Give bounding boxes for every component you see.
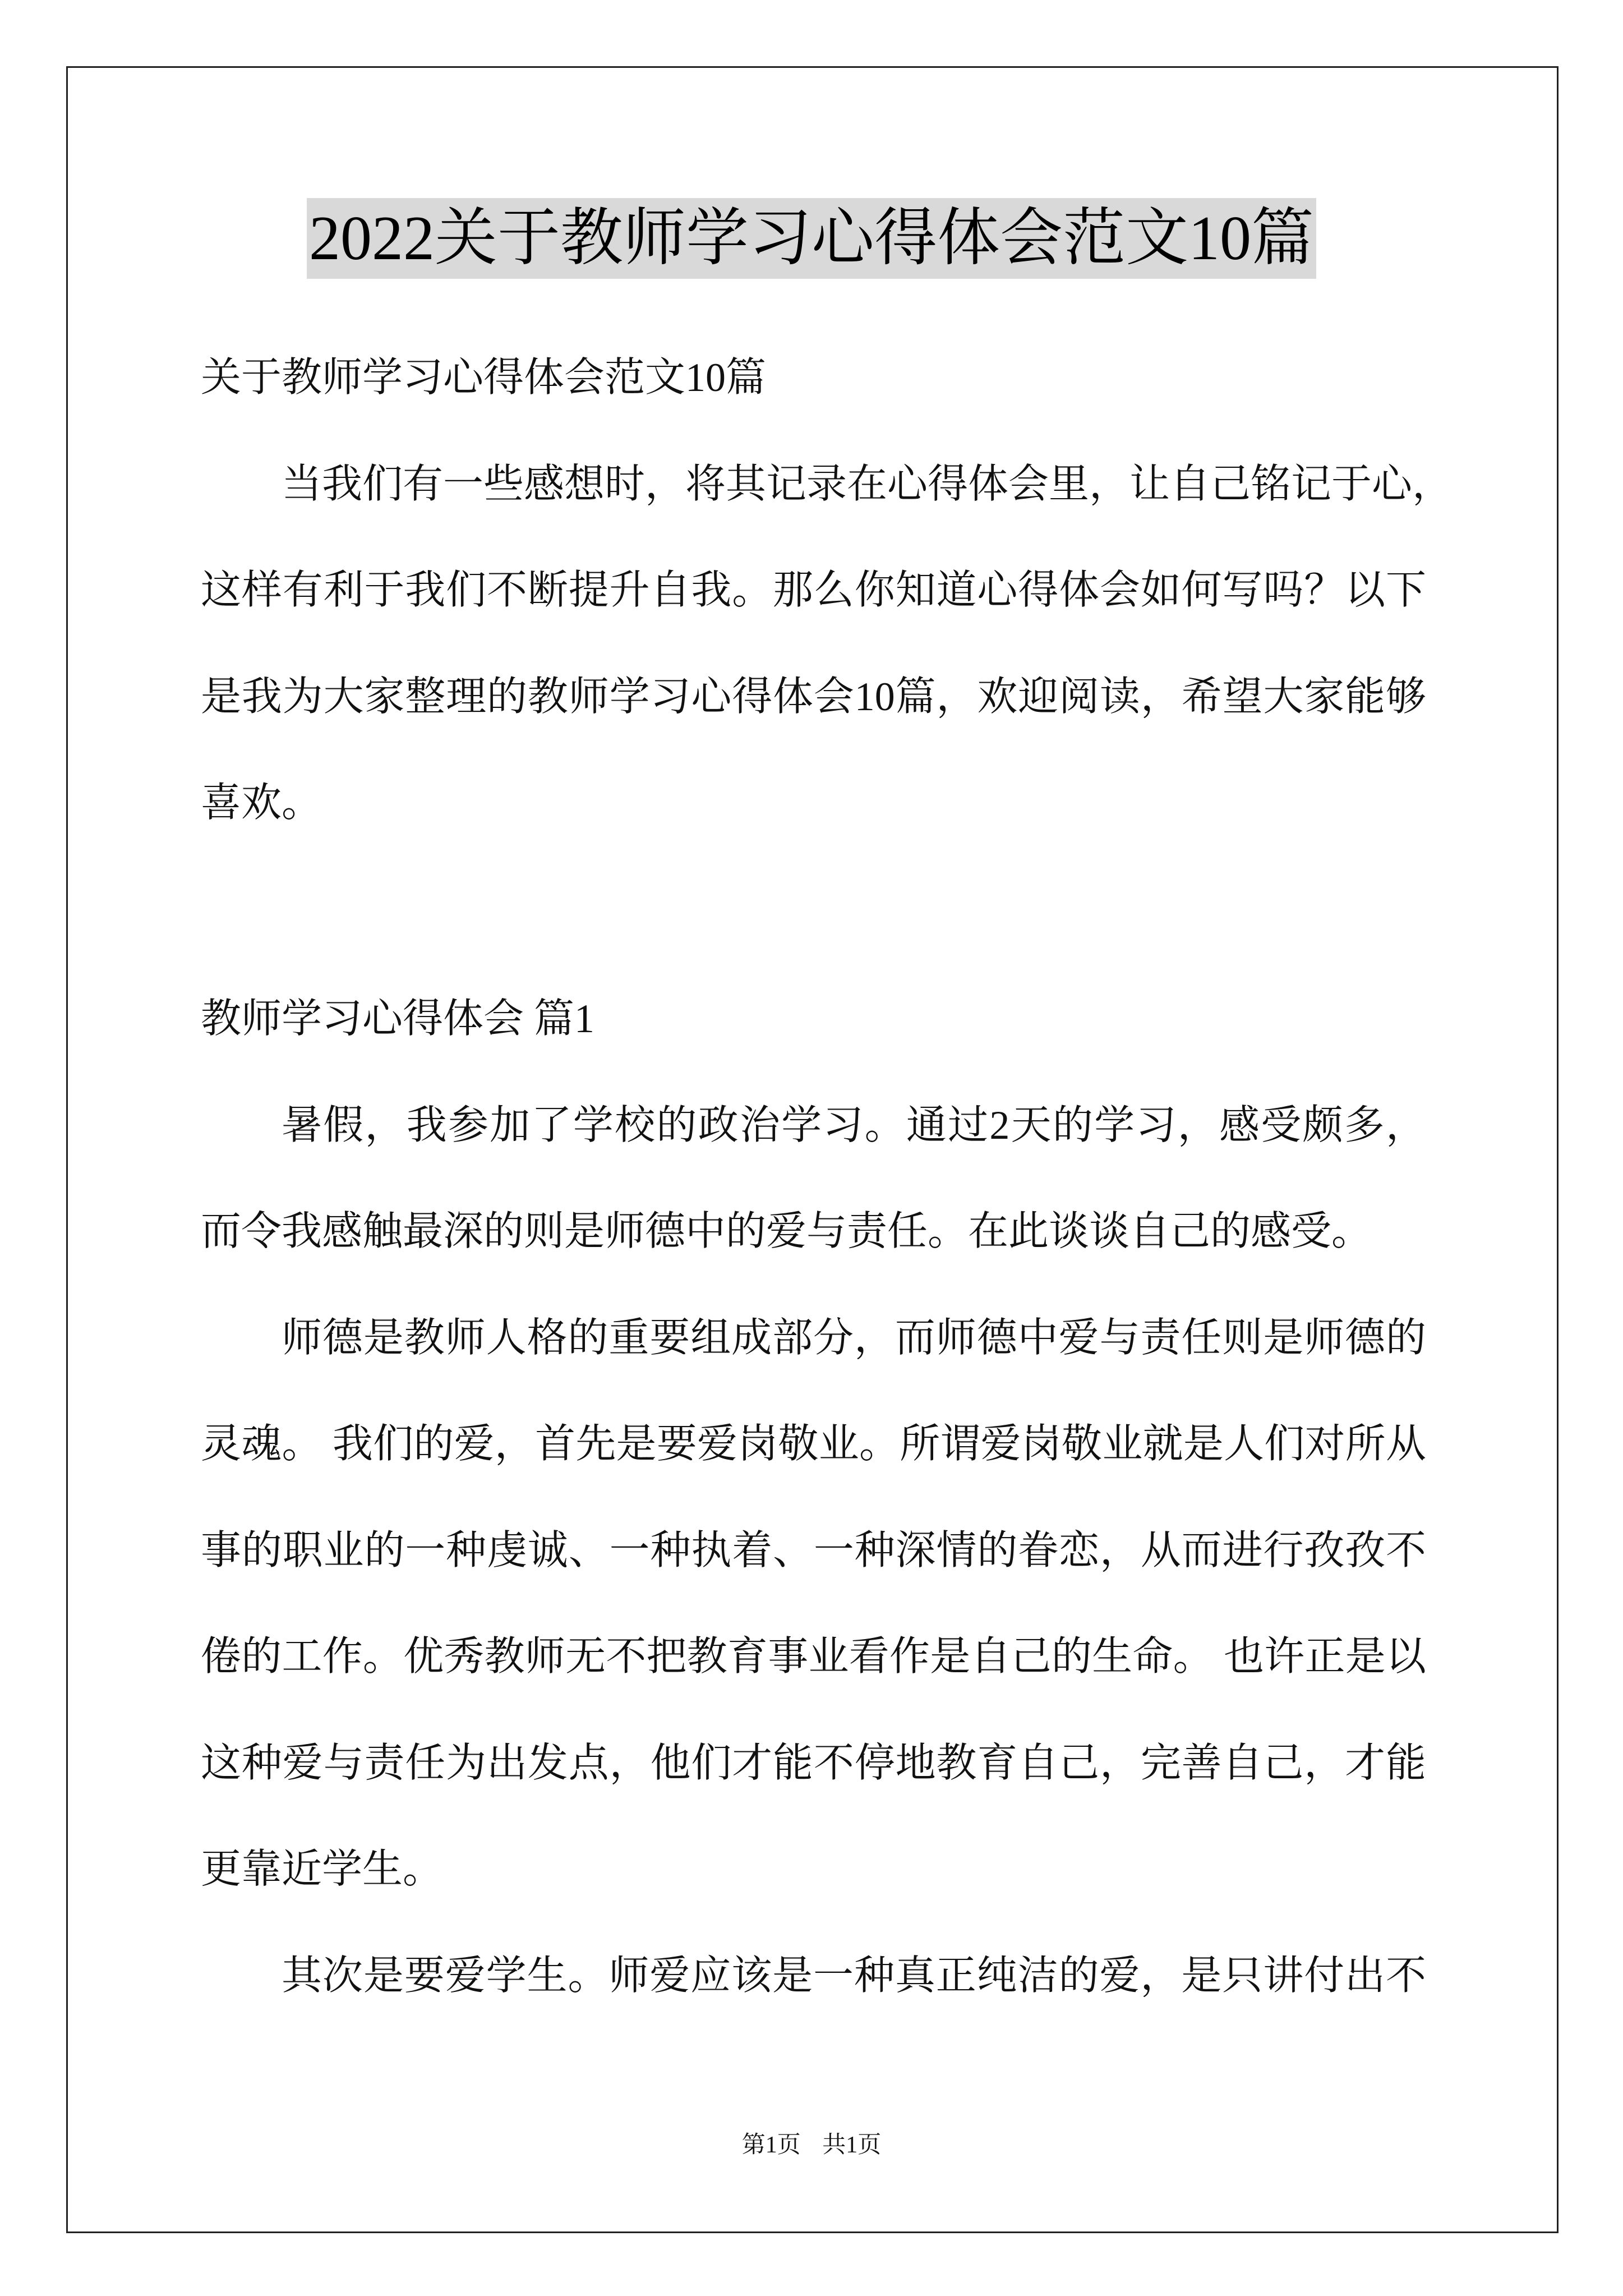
title-block <box>0 198 1623 279</box>
paragraph-line: 更靠近学生。 <box>201 1847 444 1892</box>
paragraph-line: 喜欢。 <box>201 780 322 825</box>
page-footer: 第1页 共1页 <box>741 2132 882 2158</box>
document-body <box>201 325 1453 2029</box>
paragraph-line: 事的职业的一种虔诚、一种执着、一种深情的眷恋，从而进行孜孜不 <box>201 1527 1426 1573</box>
subtitle: 关于教师学习心得体会范文10篇 <box>201 355 767 400</box>
blank-line <box>201 857 1426 967</box>
paragraph-line: 而令我感触最深的则是师德中的爱与责任。在此谈谈自己的感受。 <box>201 1209 1372 1254</box>
paragraph-line: 倦的工作。优秀教师无不把教育事业看作是自己的生命。 也许正是以 <box>201 1634 1426 1679</box>
paragraph-line: 这种爱与责任为出发点，他们才能不停地教育自己，完善自己，才能 <box>201 1740 1426 1786</box>
section-paragraph <box>201 1923 1426 2030</box>
paragraph-line: 其次是要爱学生。师爱应该是一种真正纯洁的爱，是只讲付出不 <box>282 1953 1426 1998</box>
section-heading: 教师学习心得体会 篇1 <box>201 996 595 1041</box>
paragraph-line: 是我为大家整理的教师学习心得体会10篇，欢迎阅读，希望大家能够 <box>201 674 1426 719</box>
section-paragraph <box>201 1073 1426 1285</box>
paragraph-line: 这样有利于我们不断提升自我。那么你知道心得体会如何写吗？以下 <box>201 568 1426 613</box>
section-paragraph <box>201 1285 1426 1923</box>
paragraph-line: 灵魂。 我们的爱，首先是要爱岗敬业。所谓爱岗敬业就是人们对所从 <box>201 1421 1426 1466</box>
paragraph-line: 师德是教师人格的重要组成部分，而师德中爱与责任则是师德的 <box>282 1315 1426 1360</box>
intro-paragraph <box>201 431 1453 857</box>
document-title: 2022关于教师学习心得体会范文10篇 <box>307 198 1316 279</box>
paragraph-line: 当我们有一些感想时，将其记录在心得体会里，让自己铭记于心， <box>282 461 1453 507</box>
paragraph-line: 暑假，我参加了学校的政治学习。通过2天的学习，感受颇多， <box>282 1102 1426 1148</box>
